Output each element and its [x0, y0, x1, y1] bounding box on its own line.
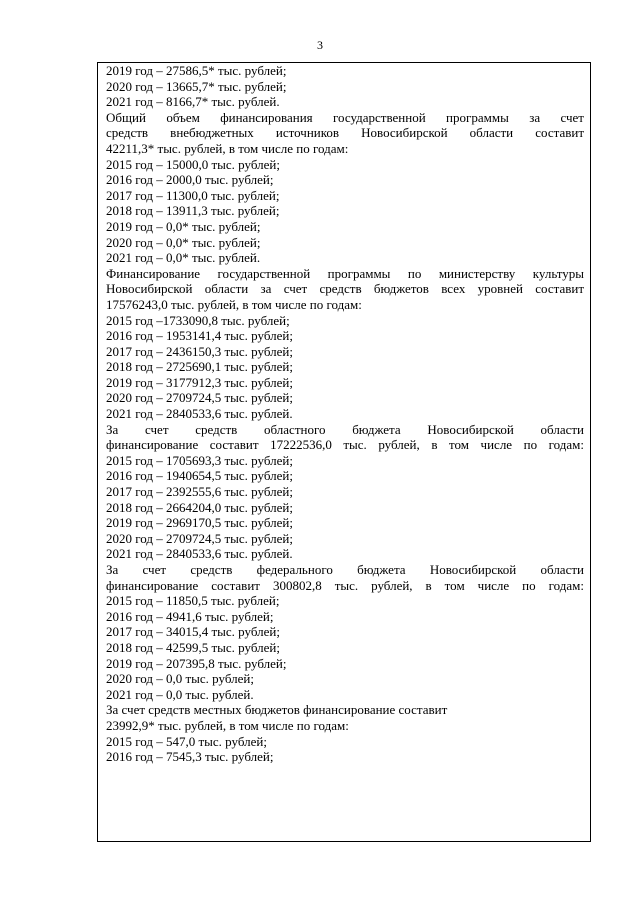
text-line: 2015 год – 547,0 тыс. рублей;	[106, 733, 267, 749]
text-line: 2017 год – 2392555,6 тыс. рублей;	[106, 484, 293, 500]
text-line: 2019 год – 27586,5* тыс. рублей;	[106, 63, 287, 78]
text-line: средств внебюджетных источников Новосибирской области составит	[106, 125, 584, 141]
text-line: финансирование составит 17222536,0 тыс. рублей, в том числе по годам:	[106, 437, 584, 453]
text-line: 2021 год – 0,0* тыс. рублей.	[106, 250, 261, 266]
text-line: 2016 год – 2000,0 тыс. рублей;	[106, 172, 274, 188]
text-line: 2018 год – 13911,3 тыс. рублей;	[106, 203, 280, 219]
text-line: 2020 год – 2709724,5 тыс. рублей;	[106, 390, 293, 406]
text-line: 2018 год – 2725690,1 тыс. рублей;	[106, 359, 293, 375]
text-line: 2021 год – 2840533,6 тыс. рублей.	[106, 546, 293, 562]
text-line: 17576243,0 тыс. рублей, в том числе по годам:	[106, 296, 362, 312]
text-line: 2015 год – 11850,5 тыс. рублей;	[106, 593, 280, 609]
text-line: 42211,3* тыс. рублей, в том числе по годам:	[106, 140, 349, 156]
text-line: За счет средств местных бюджетов финансирование составит	[106, 702, 448, 718]
text-line: 2020 год – 0,0 тыс. рублей;	[106, 671, 254, 687]
text-line: 2016 год – 1940654,5 тыс. рублей;	[106, 468, 293, 484]
text-line: 2019 год – 2969170,5 тыс. рублей;	[106, 515, 293, 531]
text-line: Финансирование государственной программы по министерству культуры	[106, 265, 584, 281]
text-line: финансирование составит 300802,8 тыс. рублей, в том числе по годам:	[106, 577, 584, 593]
text-line: 2019 год – 207395,8 тыс. рублей;	[106, 655, 287, 671]
text-line: 2021 год – 2840533,6 тыс. рублей.	[106, 406, 293, 422]
text-line: Общий объем финансирования государственной программы за счет	[106, 109, 584, 125]
text-line: 2018 год – 42599,5 тыс. рублей;	[106, 639, 280, 655]
text-line: За счет средств областного бюджета Новосибирской области	[106, 421, 584, 437]
text-line: 2021 год – 8166,7* тыс. рублей.	[106, 94, 280, 110]
text-line: 2017 год – 34015,4 тыс. рублей;	[106, 624, 280, 640]
text-line: 2016 год – 4941,6 тыс. рублей;	[106, 608, 274, 624]
text-line: 2021 год – 0,0 тыс. рублей.	[106, 686, 254, 702]
text-line: 23992,9* тыс. рублей, в том числе по годам:	[106, 717, 349, 733]
text-line: 2019 год – 3177912,3 тыс. рублей;	[106, 374, 293, 390]
text-line: 2016 год – 1953141,4 тыс. рублей;	[106, 328, 293, 344]
text-line: 2019 год – 0,0* тыс. рублей;	[106, 218, 261, 234]
text-line: 2015 год – 15000,0 тыс. рублей;	[106, 156, 280, 172]
text-line: Новосибирской области за счет средств бюджетов всех уровней составит	[106, 281, 584, 297]
text-line: За счет средств федерального бюджета Новосибирской области	[106, 562, 584, 577]
text-line: 2017 год – 2436150,3 тыс. рублей;	[106, 343, 293, 359]
text-line: 2015 год – 1705693,3 тыс. рублей;	[106, 452, 293, 468]
document-text-frame	[97, 62, 591, 842]
text-line: 2018 год – 2664204,0 тыс. рублей;	[106, 499, 293, 515]
text-line: 2015 год –1733090,8 тыс. рублей;	[106, 312, 290, 328]
text-line: 2020 год – 2709724,5 тыс. рублей;	[106, 530, 293, 546]
text-line: 2020 год – 13665,7* тыс. рублей;	[106, 78, 287, 94]
page-number: 3	[317, 38, 323, 52]
text-line: 2017 год – 11300,0 тыс. рублей;	[106, 187, 280, 203]
text-line: 2020 год – 0,0* тыс. рублей;	[106, 234, 261, 250]
text-line: 2016 год – 7545,3 тыс. рублей;	[106, 749, 274, 765]
